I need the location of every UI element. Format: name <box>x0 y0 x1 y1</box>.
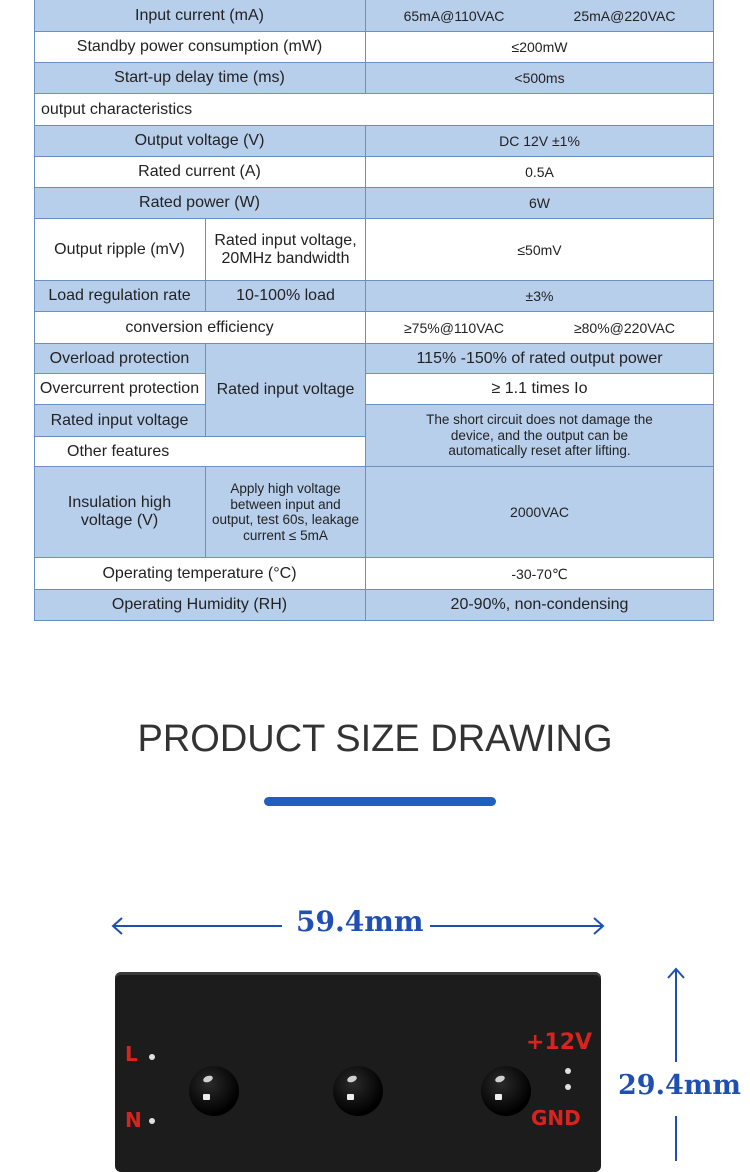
startup-delay-label: Start-up delay time (ms) <box>34 63 366 94</box>
operating-humidity-value: 20-90%, non-condensing <box>366 590 714 621</box>
power-module-image <box>115 972 601 1172</box>
overload-value: 115% -150% of rated output power <box>366 344 714 374</box>
short-circuit-label: Rated input voltage <box>34 405 206 437</box>
width-label: 59.4mm <box>296 905 424 938</box>
input-current-label: Input current (mA) <box>34 0 366 32</box>
standby-power-label: Standby power consumption (mW) <box>34 32 366 63</box>
pin-positive-dot <box>565 1068 571 1074</box>
other-features-label: Other features <box>34 437 366 467</box>
height-dimension <box>662 966 692 1161</box>
pin-gnd-dot <box>565 1084 571 1090</box>
title-underline <box>264 797 496 806</box>
startup-delay-value: <500ms <box>366 63 714 94</box>
rated-current-value: 0.5A <box>366 157 714 188</box>
output-voltage-label: Output voltage (V) <box>34 126 366 157</box>
pin-positive-label: +12V <box>526 1030 593 1055</box>
load-regulation-condition: 10-100% load <box>206 281 366 312</box>
spec-table <box>34 0 714 622</box>
rated-power-label: Rated power (W) <box>34 188 366 219</box>
mounting-hole-center <box>333 1066 383 1116</box>
load-regulation-value: ±3% <box>366 281 714 312</box>
efficiency-label: conversion efficiency <box>34 312 366 344</box>
insulation-condition: Apply high voltage between input and output, test 60s, leakage current ≤ 5mA <box>206 467 366 558</box>
insulation-value: 2000VAC <box>366 467 714 558</box>
load-regulation-label: Load regulation rate <box>34 281 206 312</box>
output-ripple-label: Output ripple (mV) <box>34 219 206 281</box>
operating-humidity-label: Operating Humidity (RH) <box>34 590 366 621</box>
efficiency-110: ≥75%@110VAC <box>403 319 504 336</box>
input-current-value <box>366 0 714 32</box>
pin-n-label: N <box>125 1108 142 1132</box>
section-title: PRODUCT SIZE DRAWING <box>137 718 613 760</box>
mounting-hole-right <box>481 1066 531 1116</box>
protection-condition: Rated input voltage <box>206 344 366 437</box>
rated-current-label: Rated current (A) <box>34 157 366 188</box>
height-arrow-icon <box>662 966 692 1161</box>
pin-l-label: L <box>125 1042 138 1066</box>
standby-power-value: ≤200mW <box>366 32 714 63</box>
pin-n-dot <box>149 1118 155 1124</box>
input-current-220: 25mA@220VAC <box>573 7 676 24</box>
rated-power-value: 6W <box>366 188 714 219</box>
operating-temp-value: -30-70℃ <box>366 558 714 590</box>
mounting-hole-left <box>189 1066 239 1116</box>
width-dimension <box>110 903 606 947</box>
efficiency-value <box>366 312 714 344</box>
overcurrent-label: Overcurrent protection <box>34 374 206 405</box>
output-voltage-value: DC 12V ±1% <box>366 126 714 157</box>
output-ripple-condition: Rated input voltage, 20MHz bandwidth <box>206 219 366 281</box>
output-section-heading: output characteristics <box>34 94 714 126</box>
overcurrent-value: ≥ 1.1 times Io <box>366 374 714 405</box>
insulation-label: Insulation high voltage (V) <box>34 467 206 558</box>
overload-label: Overload protection <box>34 344 206 374</box>
pin-gnd-label: GND <box>531 1106 581 1130</box>
short-circuit-value: The short circuit does not damage the device, and the output can be automatically reset after lifting. <box>366 405 714 467</box>
operating-temp-label: Operating temperature (°C) <box>34 558 366 590</box>
input-current-110: 65mA@110VAC <box>403 7 505 24</box>
pin-l-dot <box>149 1054 155 1060</box>
height-label: 29.4mm <box>618 1070 741 1101</box>
output-ripple-value: ≤50mV <box>366 219 714 281</box>
efficiency-220: ≥80%@220VAC <box>573 319 675 336</box>
